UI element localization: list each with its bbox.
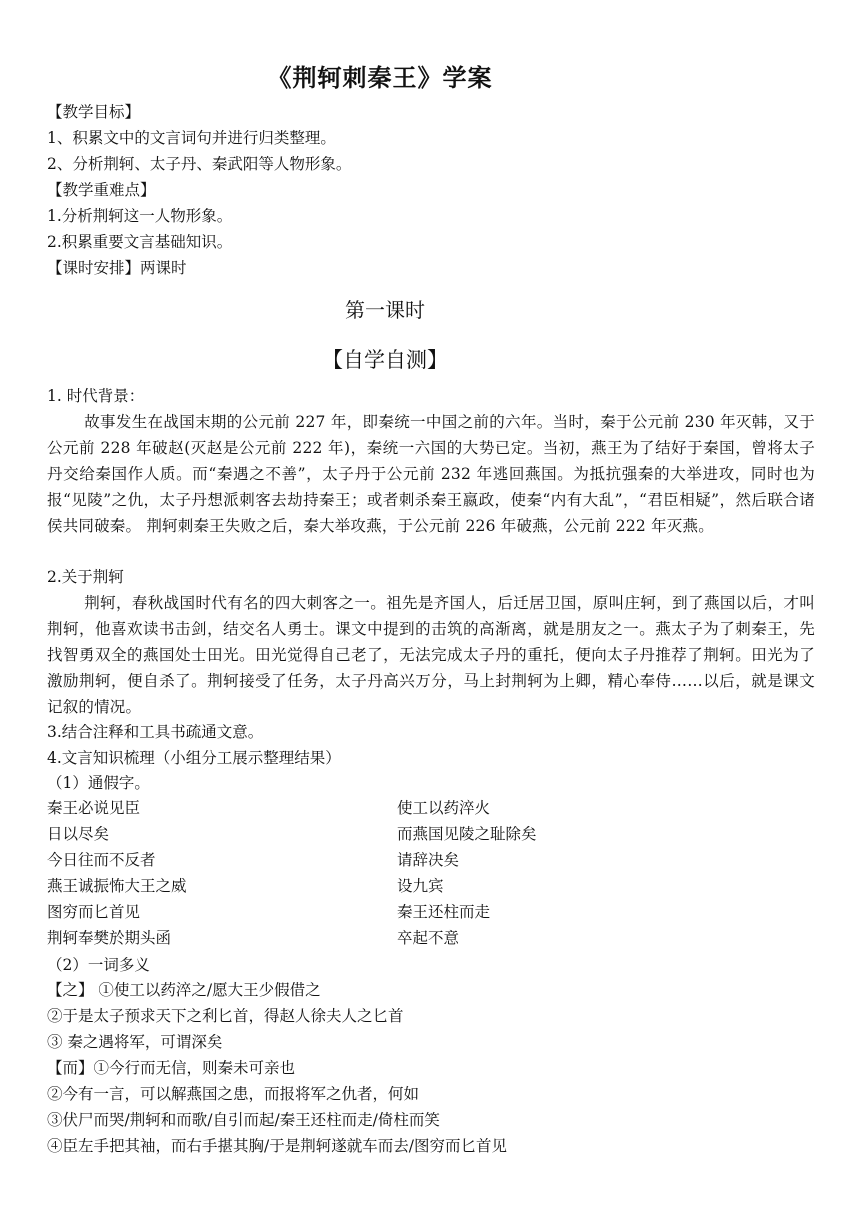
key-heading: 【教学重难点】 <box>47 181 156 199</box>
list-item: 图穷而匕首见 <box>47 903 141 921</box>
polysemy-item: ③伏尸而哭/荆轲和而歌/自引而起/秦王还柱而走/倚柱而笑 <box>47 1111 440 1129</box>
list-item: 使工以药淬火 <box>397 799 491 817</box>
tongjia-list <box>47 797 807 949</box>
goal-item: 1、积累文中的文言词句并进行归类整理。 <box>47 129 336 147</box>
background-paragraph: 故事发生在战国末期的公元前 227 年，即秦统一中国之前的六年。当时，秦于公元前 230 年灭韩，又于公元前 228 年破赵(灭赵是公元前 222 年)，秦统一六国的大势已定。当初，燕王为了结好于秦国，曾将太子丹交给秦国作人质。而“秦遇之不善”，太子丹于公元前 232 年逃回燕国。为抵抗强秦的大举进攻，同时也为报“见陵”之仇，太子丹想派刺客去劫持秦王；或者刺杀秦王嬴政，使秦“内有大乱”，“君臣相疑”，然后联合诸侯共同破秦。 荆轲刺秦王失败之后，秦大举攻燕，于公元前 226 年破燕，公元前 222 年灭燕。 <box>47 413 815 535</box>
polysemy-item: 【而】①今行而无信，则秦未可亲也 <box>47 1059 296 1077</box>
list-item: 日以尽矣 <box>47 825 110 843</box>
list-item: 请辞决矣 <box>397 851 460 869</box>
list-item: 荆轲奉樊於期头函 <box>47 929 172 947</box>
list-item: 燕王诚振怖大王之威 <box>47 877 187 895</box>
polysemy-item: ②于是太子预求天下之利匕首，得赵人徐夫人之匕首 <box>47 1007 404 1025</box>
list-item: 今日往而不反者 <box>47 851 156 869</box>
sub-heading: （1）通假字。 <box>47 774 150 792</box>
lesson-title: 第一课时 <box>345 298 425 322</box>
polysemy-item: ③ 秦之遇将军，可谓深矣 <box>47 1033 223 1051</box>
key-point: 2.积累重要文言基础知识。 <box>47 233 233 251</box>
list-item: 卒起不意 <box>397 929 460 947</box>
key-point: 1.分析荆轲这一人物形象。 <box>47 207 233 225</box>
section-heading: 2.关于荆轲 <box>47 568 124 586</box>
sub-heading: （2）一词多义 <box>47 956 150 974</box>
page-title: 《荆轲刺秦王》学案 <box>267 64 493 92</box>
polysemy-item: 【之】 ①使工以药淬之/愿大王少假借之 <box>47 981 321 999</box>
self-test-title: 【自学自测】 <box>322 348 448 372</box>
jingke-paragraph: 荆轲，春秋战国时代有名的四大刺客之一。祖先是齐国人，后迁居卫国，原叫庄轲，到了燕国以后，才叫荆轲，他喜欢读书击剑，结交名人勇士。课文中提到的击筑的高渐离，就是朋友之一。燕太子为了刺秦王，先找智勇双全的燕国处士田光。田光觉得自己老了，无法完成太子丹的重托，便向太子丹推荐了荆轲。田光为了激励荆轲，便自杀了。荆轲接受了任务，太子丹高兴万分，马上封荆轲为上卿，精心奉侍……以后，就是课文记叙的情况。 <box>47 594 815 716</box>
list-item: 设九宾 <box>397 877 444 895</box>
section-heading: 3.结合注释和工具书疏通文意。 <box>47 723 264 741</box>
list-item: 秦王必说见臣 <box>47 799 141 817</box>
polysemy-item: ②今有一言，可以解燕国之患，而报将军之仇者，何如 <box>47 1085 420 1103</box>
list-item: 秦王还柱而走 <box>397 903 491 921</box>
schedule: 【课时安排】两课时 <box>47 259 187 277</box>
section-heading: 4.文言知识梳理（小组分工展示整理结果） <box>47 749 341 767</box>
list-item: 而燕国见陵之耻除矣 <box>397 825 537 843</box>
goal-item: 2、分析荆轲、太子丹、秦武阳等人物形象。 <box>47 155 352 173</box>
section-heading: 1. 时代背景： <box>47 387 145 405</box>
polysemy-item: ④臣左手把其袖，而右手揕其胸/于是荆轲遂就车而去/图穷而匕首见 <box>47 1137 507 1155</box>
goals-heading: 【教学目标】 <box>47 103 141 121</box>
